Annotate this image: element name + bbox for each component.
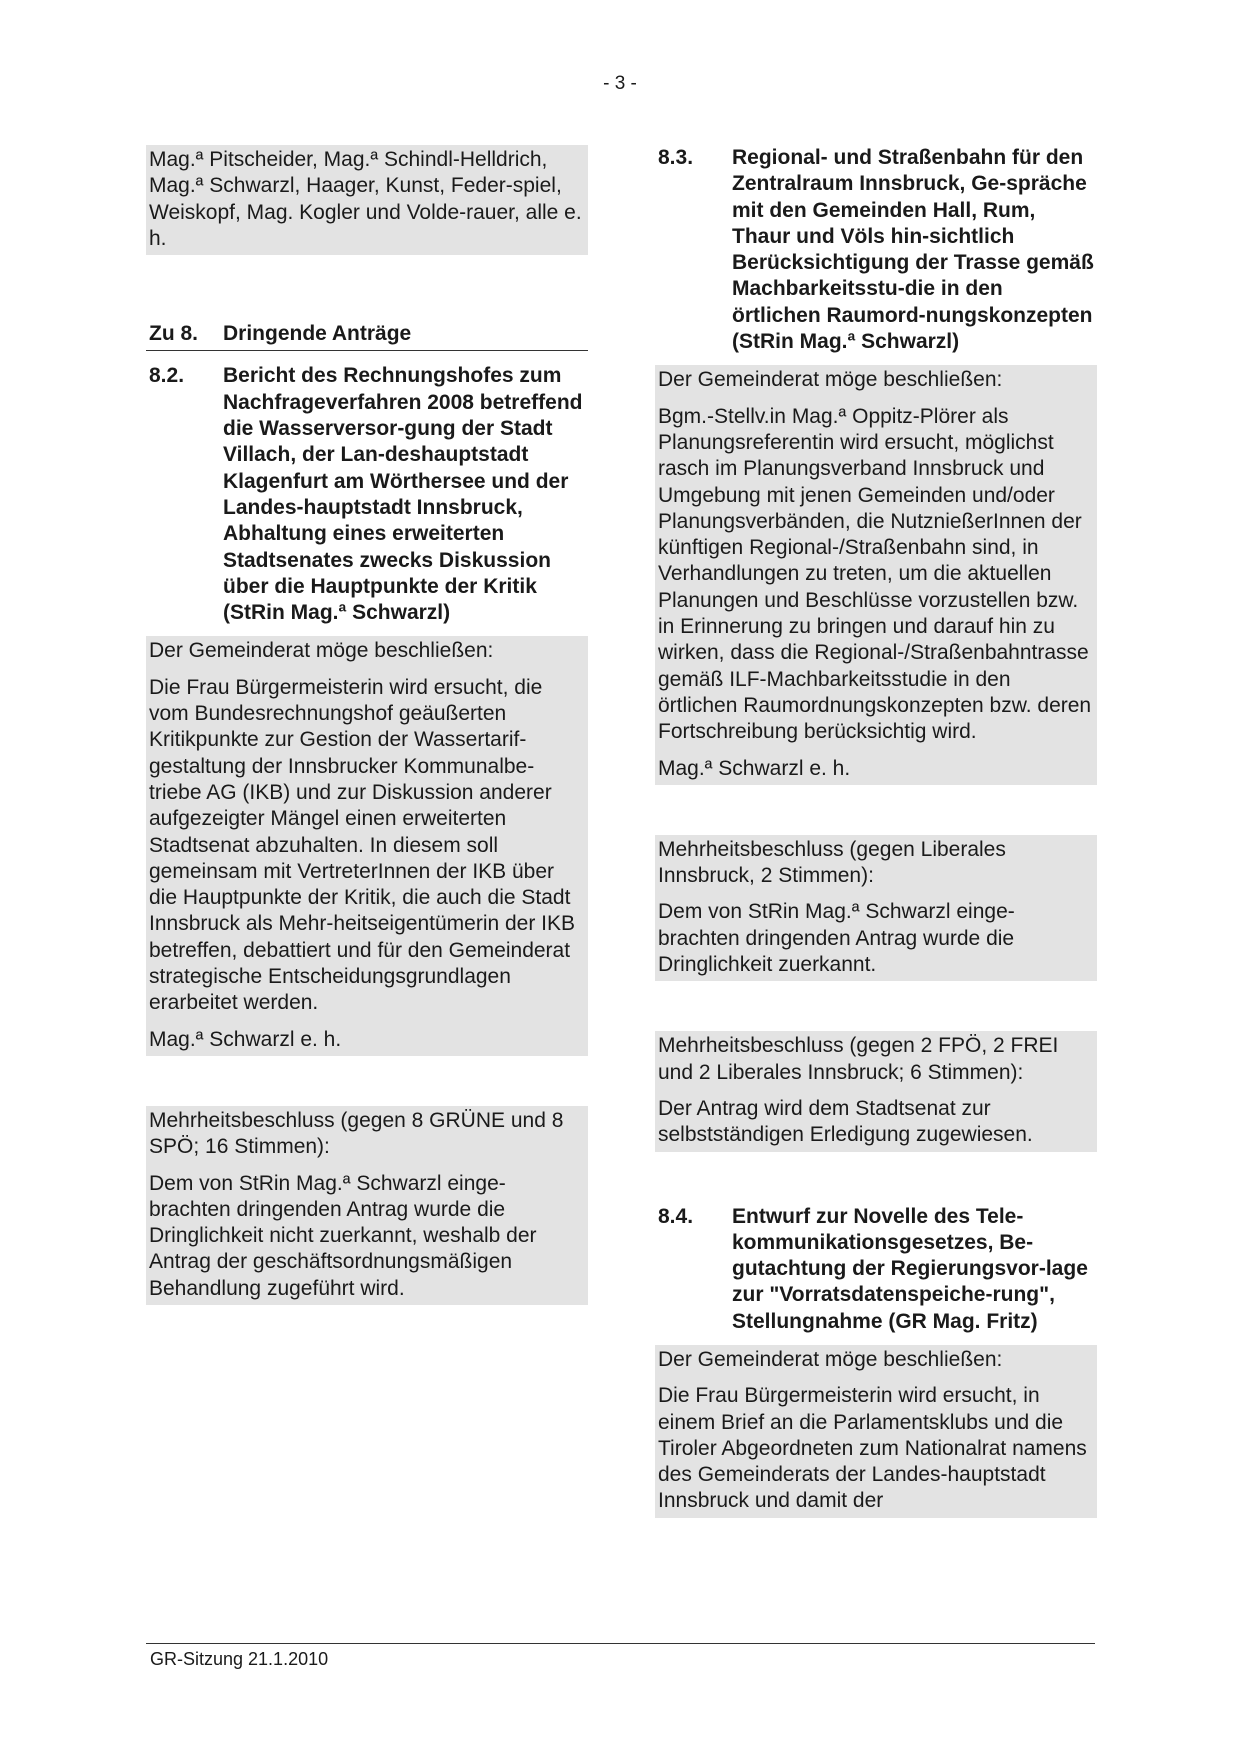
left-column bbox=[146, 145, 588, 1305]
item-proposer: (StRin Mag.ª Schwarzl) bbox=[732, 330, 960, 354]
signatories-text: Mag.ª Pitscheider, Mag.ª Schindl-Helldrich, Mag.ª Schwarzl, Haager, Kunst, Feder-spiel, Weiskopf, Mag. Kogler und Volde-rauer, alle e. h. bbox=[149, 148, 582, 250]
vote-result: Mehrheitsbeschluss (gegen 2 FPÖ, 2 FREI und 2 Liberales Innsbruck; 6 Stimmen): bbox=[658, 1034, 1059, 1084]
item-title: Entwurf zur Novelle des Tele-kommunikationsgesetzes, Be-gutachtung der Regierungsvor-lage zur "Vorratsdatenspeiche-rung", Stellungnahme (GR Mag. Fritz) bbox=[732, 1204, 1088, 1333]
motion-signature: Mag.ª Schwarzl e. h. bbox=[149, 1027, 342, 1051]
motion-text: Die Frau Bürgermeisterin wird ersucht, die vom Bundesrechnungshof geäußerten Kritikpunkte zur Gestion der Wassertarif-gestaltung der Innsbrucker Kommunalbe-triebe AG (IKB) und zur Diskussion anderer aufgezeigter Mängel einen erweiterten Stadtsenat abzuhalten. In diesem soll gemeinsam mit VertreterInnen der IKB über die Hauptpunkte der Kritik, die auch die Stadt Innsbruck als Mehr-heitseigentümerin der IKB betreffen, debattiert und für den Gemeinderat strategische Entscheidungsgrundlagen erarbeitet werden. bbox=[149, 675, 576, 1015]
section-title: Dringende Anträge bbox=[223, 322, 412, 346]
item-title bbox=[223, 363, 588, 626]
vote-result: Mehrheitsbeschluss (gegen 8 GRÜNE und 8 SPÖ; 16 Stimmen): bbox=[149, 1108, 564, 1159]
motion-block-8-4 bbox=[655, 1345, 1097, 1518]
item-heading-8-4 bbox=[655, 1204, 1097, 1335]
item-number: 8.4. bbox=[658, 1204, 694, 1228]
motion-intro: Der Gemeinderat möge beschließen: bbox=[658, 368, 1003, 392]
motion-text: Die Frau Bürgermeisterin wird ersucht, in einem Brief an die Parlamentsklubs und die Tiroler Abgeordneten zum Nationalrat namens des Gemeinderats der Landes-hauptstadt Innsbruck und damit der bbox=[658, 1384, 1087, 1513]
item-title bbox=[732, 145, 1097, 355]
motion-text: Bgm.-Stellv.in Mag.ª Oppitz-Plörer als Planungsreferentin wird ersucht, möglichst rasch im Planungsverband Innsbruck und Umgebung mit jenen Gemeinden und/oder Planungsverbänden, die NutznießerInnen der künftigen Regional-/Straßenbahn sind, in Verhandlungen zu treten, um die aktuellen Planungen und Beschlüsse vorzustellen bzw. in Erinnerung zu bringen und darauf hin zu wirken, dass die Regional-/Straßenbahntrasse gemäß ILF-Machbarkeitsstudie in den örtlichen Raumordnungskonzepten bzw. deren Fortschreibung berücksichtig wird. bbox=[658, 404, 1092, 744]
right-column bbox=[655, 145, 1097, 1518]
item-proposer: (StRin Mag.ª Schwarzl) bbox=[223, 601, 451, 625]
item-title-text: Bericht des Rechnungshofes zum Nachfrageverfahren 2008 betreffend die Wasserversor-gung der Stadt Villach, der Lan-deshauptstadt Klagenfurt am Wörthersee und der Landes-hauptstadt Innsbruck, Abhaltung eines erweiterten Stadtsenates zwecks Diskussion über die Hauptpunkte der Kritik bbox=[223, 364, 583, 598]
item-heading-8-3 bbox=[655, 145, 1097, 355]
resolution-text: Der Antrag wird dem Stadtsenat zur selbstständigen Erledigung zugewiesen. bbox=[658, 1096, 1033, 1147]
section-heading-zu-8 bbox=[146, 321, 588, 351]
resolution-block-8-3-a bbox=[655, 835, 1097, 981]
motion-block-8-3 bbox=[655, 365, 1097, 784]
resolution-text: Dem von StRin Mag.ª Schwarzl einge-brachten dringenden Antrag wurde die Dringlichkeit nicht zuerkannt, weshalb der Antrag der geschäftsordnungsmäßigen Behandlung zugeführt wird. bbox=[149, 1171, 537, 1300]
section-number: Zu 8. bbox=[149, 322, 199, 346]
signatories-block bbox=[146, 145, 588, 255]
resolution-text: Dem von StRin Mag.ª Schwarzl einge-brachten dringenden Antrag wurde die Dringlichkeit zuerkannt. bbox=[658, 900, 1015, 977]
motion-block-8-2 bbox=[146, 636, 588, 1055]
item-number: 8.3. bbox=[658, 146, 694, 169]
item-number: 8.2. bbox=[149, 364, 185, 388]
footer-session-date: GR-Sitzung 21.1.2010 bbox=[150, 1649, 329, 1669]
motion-intro: Der Gemeinderat möge beschließen: bbox=[658, 1347, 1003, 1371]
footer-divider bbox=[146, 1643, 1095, 1644]
motion-intro: Der Gemeinderat möge beschließen: bbox=[149, 639, 494, 663]
item-title-text: Regional- und Straßenbahn für den Zentralraum Innsbruck, Ge-spräche mit den Gemeinden Hall, Rum, Thaur und Völs hin-sichtlich Berücksichtigung der Trasse gemäß Machbarkeitsstu-die in den örtlichen Raumord-nungskonzepten bbox=[732, 146, 1094, 327]
vote-result: Mehrheitsbeschluss (gegen Liberales Innsbruck, 2 Stimmen): bbox=[658, 837, 1006, 888]
motion-signature: Mag.ª Schwarzl e. h. bbox=[658, 756, 851, 780]
page-number: - 3 - bbox=[603, 73, 637, 94]
resolution-block-8-2 bbox=[146, 1106, 588, 1305]
item-heading-8-2 bbox=[146, 363, 588, 626]
resolution-block-8-3-b bbox=[655, 1031, 1097, 1151]
